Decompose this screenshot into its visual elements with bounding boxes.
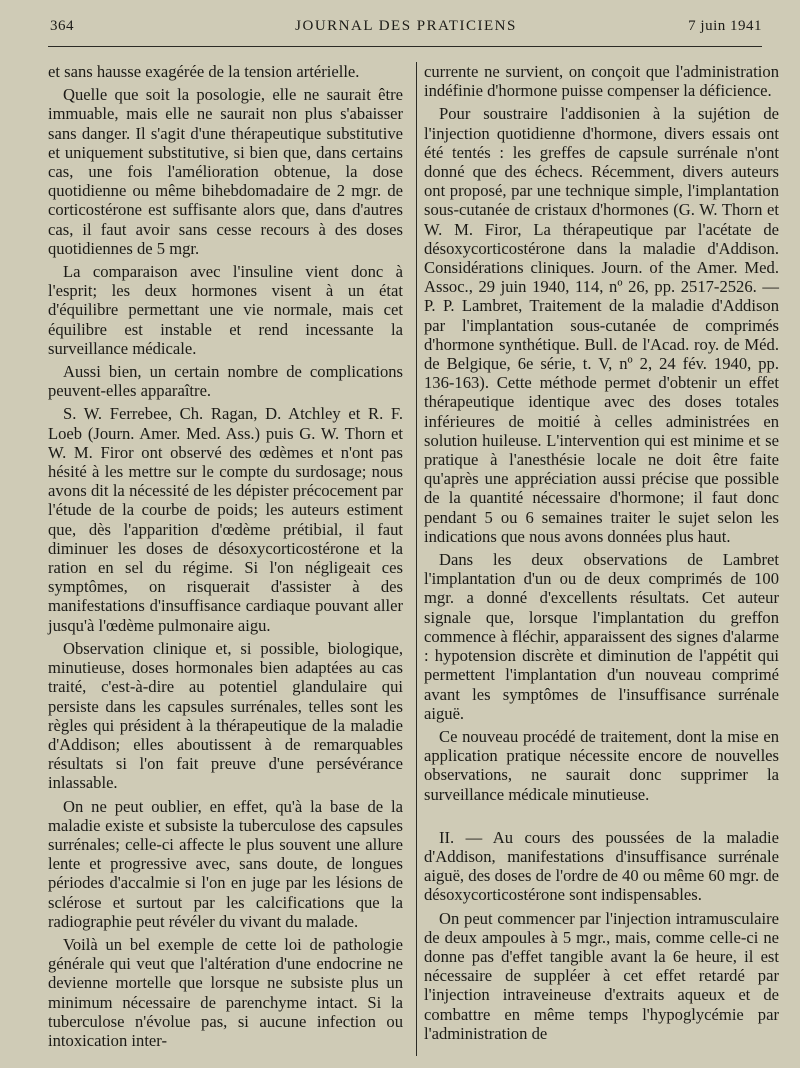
issue-date: 7 juin 1941 — [688, 18, 762, 34]
paragraph: La comparaison avec l'insuline vient donc à l'esprit; les deux hormones visent à un état d'équilibre permettant une vie normale, mais cet équilibre est instable et rend incessante la surveillance médicale. — [48, 262, 403, 358]
paragraph: II. — Au cours des poussées de la maladie d'Addison, manifestations d'insuffisance surrénale aiguë, des doses de l'ordre de 40 ou même 60 mgr. de désoxycorticostérone sont indispensables. — [424, 827, 779, 905]
paragraph: Aussi bien, un certain nombre de complications peuvent-elles apparaître. — [48, 362, 403, 401]
paragraph: S. W. Ferrebee, Ch. Ragan, D. Atchley et R. F. Loeb (Journ. Amer. Med. Ass.) puis G. W. Thorn et W. M. Firor ont observé des œdèmes et n'ont pas hésité à les mettre sur le compte du surdosage; nous avons dit la nécessité de les dépister précocement par l'étude de la courbe de poids; les auteurs estiment que, dès l'apparition d'œdème prétibial, il faut diminuer les doses de désoxycorticostérone et la ration en sel du régime. Si l'on négligeait ces symptômes, on risquerait d'assister à des manifestations d'insuffisance cardiaque pouvant aller jusqu'à l'œdème pulmonaire aigu. — [48, 404, 403, 635]
column-divider — [416, 62, 417, 1056]
paragraph: Voilà un bel exemple de cette loi de pathologie générale qui veut que l'altération d'une endocrine ne devienne mortelle que lorsque ne subsiste plus un minimum nécessaire de parenchyme intact. Si la tuberculose n'évolue pas, si aucune infection ou intoxication inter- — [48, 934, 403, 1050]
paragraph: Ce nouveau procédé de traitement, dont la mise en application pratique nécessite encore de nouvelles observations, ne saurait donc supprimer la surveillance médicale minutieuse. — [424, 726, 779, 804]
paragraph: Observation clinique et, si possible, biologique, minutieuse, doses hormonales bien adaptées au cas traité, c'est-à-dire au potentiel glandulaire qui persiste dans les capsules surrénales, telles sont les règles qui président à la thérapeutique de la maladie d'Addison; elles aboutissent à de remarquables résultats si l'on fait preuve d'une persévérance inlassable. — [48, 638, 403, 793]
paragraph: On ne peut oublier, en effet, qu'à la base de la maladie existe et subsiste la tuberculose des capsules surrénales; celle-ci affecte le plus souvent une allure lente et progressive avec, sans doute, de longues périodes d'accalmie si l'on en juge par les lésions de sclérose et surtout par les calcifications que la radiographie peut révéler du vivant du malade. — [48, 796, 403, 931]
right-column — [424, 62, 779, 1047]
paragraph: currente ne survient, on conçoit que l'administration indéfinie d'hormone puisse compenser la déficience. — [424, 62, 779, 101]
header-rule — [48, 46, 762, 47]
page-header — [50, 18, 762, 40]
paragraph: et sans hausse exagérée de la tension artérielle. — [48, 62, 360, 81]
paragraph: Pour soustraire l'addisonien à la sujétion de l'injection quotidienne d'hormone, divers essais ont été tentés : les greffes de capsule surrénale n'ont donné que des échecs. Récemment, divers auteurs ont proposé, par une technique simple, l'implantation sous-cutanée de cristaux d'hormones (G. W. Thorn et W. M. Firor, La thérapeutique par l'acétate de désoxycorticostérone dans la maladie d'Addison. Considérations cliniques. Journ. of the Amer. Med. Assoc., 29 juin 1940, 114, nº 26, pp. 2517-2526. — P. P. Lambret, Traitement de la maladie d'Addison par l'implantation sous-cutanée de comprimés d'hormone synthétique. Bull. de l'Acad. roy. de Méd. de Belgique, 6e série, t. V, nº 2, 24 fév. 1940, pp. 136-163). Cette méthode permet d'obtenir un effet thérapeutique identique avec des doses totales inférieures de moitié à celles administrées en solution huileuse. L'intervention qui est minime et se pratique à l'anesthésie locale ne doit être faite qu'après une appréciation aussi précise que possible de la quantité nécessaire d'hormone; il faut donc pendant 5 ou 6 semaines traiter le sujet selon les indications que nous avons données plus haut. — [424, 104, 779, 546]
section-gap — [424, 808, 779, 828]
journal-title: JOURNAL DES PRATICIENS — [295, 18, 517, 34]
page-number: 364 — [50, 18, 74, 34]
paragraph: Quelle que soit la posologie, elle ne saurait être immuable, mais elle ne saurait non plus s'abaisser sans danger. Il s'agit d'une thérapeutique substitutive et uniquement substitutive, si bien que, dans certains cas, une fois l'amélioration obtenue, la dose quotidienne ou même bihebdomadaire de 2 mgr. de corticostérone est suffisante alors que, dans d'autres cas, il faut avoir sans cesse recours à des doses quotidiennes de 5 mgr. — [48, 85, 403, 258]
paragraph: Dans les deux observations de Lambret l'implantation d'un ou de deux comprimés de 100 mgr. a donné d'excellents résultats. Cet auteur signale que, lorsque l'implantation du greffon commence à fléchir, apparaissent des signes d'alarme : hypotension discrète et diminution de l'appétit qui permettent l'implantation d'un nouveau comprimé avant les symptômes de l'insuffisance surrénale aiguë. — [424, 550, 779, 723]
left-column — [48, 62, 403, 1054]
paragraph: On peut commencer par l'injection intramusculaire de deux ampoules à 5 mgr., mais, comme celle-ci ne donne pas d'effet tangible avant la 6e heure, il est nécessaire de suppléer à cet effet retardé par l'injection intraveineuse d'extraits aqueux et de combattre en même temps l'hypoglycémie par l'administration de — [424, 908, 779, 1043]
